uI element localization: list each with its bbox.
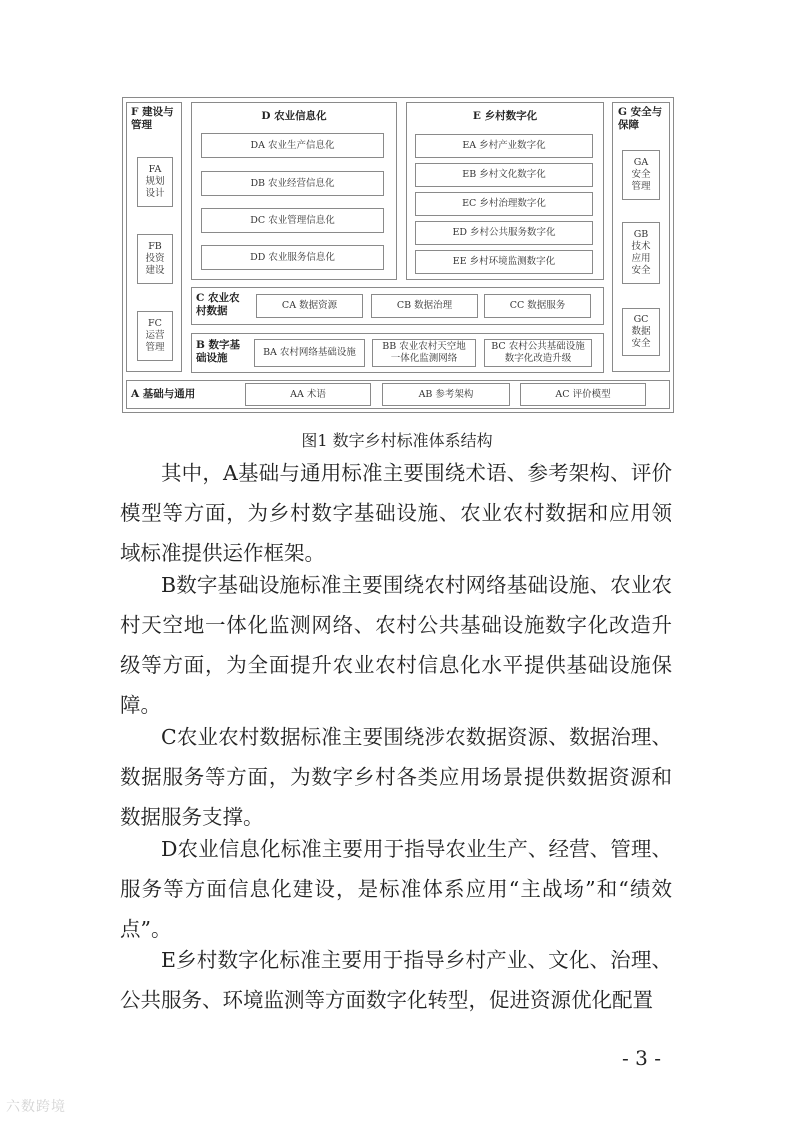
paragraph-b: B数字基础设施标准主要围绕农村网络基础设施、农业农村天空地一体化监测网络、农村公共基础设施数字化改造升级等方面，为全面提升农业农村信息化水平提供基础设施保障。: [120, 573, 672, 717]
block-e-item: EA 乡村产业数字化: [415, 134, 593, 158]
block-a-title: A 基础与通用: [131, 388, 196, 400]
block-d-item: DB 农业经营信息化: [201, 171, 384, 196]
block-e-item: EC 乡村治理数字化: [415, 192, 593, 216]
paragraph-a: 其中，A基础与通用标准主要围绕术语、参考架构、评价模型等方面，为乡村数字基础设施、农业农村数据和应用领域标准提供运作框架。: [120, 461, 672, 565]
block-b-item: BC 农村公共基础设施 数字化改造升级: [484, 339, 592, 367]
block-d-item: DC 农业管理信息化: [201, 208, 384, 233]
block-g-title: G 安全与 保障: [618, 106, 663, 131]
block-f-title: F 建设与 管理: [131, 106, 174, 131]
block-e-title: E 乡村数字化: [472, 110, 538, 122]
figure-caption: 图1 数字乡村标准体系结构: [301, 431, 493, 450]
block-e-item: EB 乡村文化数字化: [415, 163, 593, 187]
block-a-item: AA 术语: [245, 383, 371, 406]
block-f-item: FB 投资 建设: [137, 234, 173, 284]
page-number: - 3 -: [622, 1046, 661, 1070]
block-g-item: GA 安全 管理: [622, 150, 660, 200]
block-a-item: AC 评价模型: [520, 383, 646, 406]
block-g-item: GC 数据 安全: [622, 308, 660, 356]
block-b-title: B 数字基 础设施: [196, 339, 241, 364]
block-f-item: FA 规划 设计: [137, 157, 173, 207]
block-g-item: GB 技术 应用 安全: [622, 222, 660, 284]
block-c-title: C 农业农 村数据: [196, 292, 240, 317]
block-f-item: FC 运营 管理: [137, 311, 173, 361]
watermark: 六数跨境: [6, 1099, 66, 1115]
block-b-item: BA 农村网络基础设施: [254, 339, 365, 367]
block-c-item: CC 数据服务: [484, 294, 591, 318]
paragraph-e: E乡村数字化标准主要用于指导乡村产业、文化、治理、公共服务、环境监测等方面数字化转型，促进资源优化配置: [120, 948, 672, 1012]
block-c-item: CA 数据资源: [256, 294, 363, 318]
paragraph-c: C农业农村数据标准主要围绕涉农数据资源、数据治理、数据服务等方面，为数字乡村各类应用场景提供数据资源和数据服务支撑。: [120, 725, 672, 829]
block-d-item: DD 农业服务信息化: [201, 245, 384, 270]
block-e-item: EE 乡村环境监测数字化: [415, 250, 593, 274]
block-e-item: ED 乡村公共服务数字化: [415, 221, 593, 245]
block-b-item: BB 农业农村天空地 一体化监测网络: [372, 339, 476, 367]
block-d-title: D 农业信息化: [261, 110, 327, 122]
block-a-item: AB 参考架构: [382, 383, 510, 406]
paragraph-d: D农业信息化标准主要用于指导农业生产、经营、管理、服务等方面信息化建设，是标准体系应用“主战场”和“绩效点”。: [120, 837, 672, 941]
block-d-item: DA 农业生产信息化: [201, 133, 384, 158]
block-c-item: CB 数据治理: [371, 294, 478, 318]
